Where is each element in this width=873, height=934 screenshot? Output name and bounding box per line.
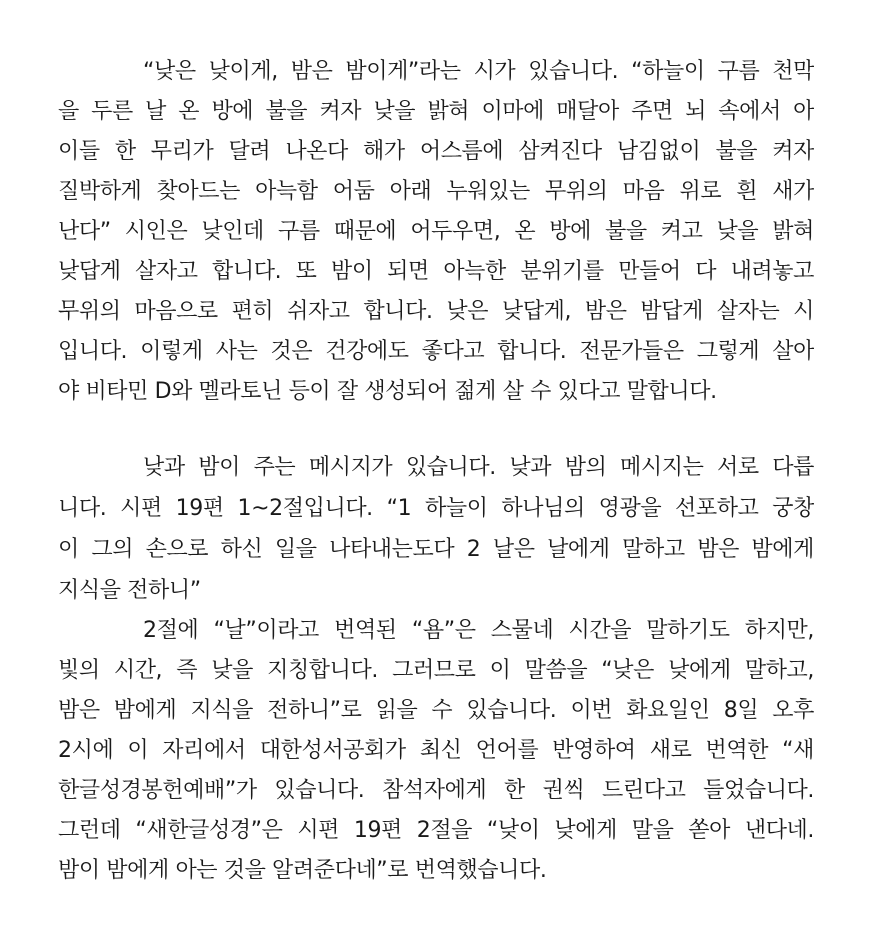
text-line: 한글성경봉헌예배”가 있습니다. 참석자에게 한 권씩 드린다고 들었습니다. [58, 778, 814, 803]
text-line: “낮은 낮이게, 밤은 밤이게”라는 시가 있습니다. “하늘이 구름 천막 [143, 59, 814, 84]
text-line: 낮답게 살자고 합니다. 또 밤이 되면 아늑한 분위기를 만들어 다 내려놓고 [58, 259, 814, 284]
text-line: 빛의 시간, 즉 낮을 지칭합니다. 그러므로 이 말씀을 “낮은 낮에게 말하고, [58, 658, 814, 683]
text-line: 입니다. 이렇게 사는 것은 건강에도 좋다고 합니다. 전문가들은 그렇게 살아 [58, 339, 814, 364]
text-line: 니다. 시편 19편 1~2절입니다. “1 하늘이 하나님의 영광을 선포하고 궁창 [58, 496, 814, 521]
text-line: 이들 한 무리가 달려 나온다 해가 어스름에 삼켜진다 남김없이 불을 켜자 [58, 139, 814, 164]
text-line: 그런데 “새한글성경”은 시편 19편 2절을 “낮이 낮에게 말을 쏟아 낸다네. [58, 818, 814, 843]
text-line: 낮과 밤이 주는 메시지가 있습니다. 낮과 밤의 메시지는 서로 다릅 [143, 455, 814, 480]
text-line: 2시에 이 자리에서 대한성서공회가 최신 언어를 반영하여 새로 번역한 “새 [58, 738, 814, 763]
text-line: 난다” 시인은 낮인데 구름 때문에 어두우면, 온 방에 불을 켜고 낮을 밝혀 [58, 219, 814, 244]
text-line: 밤은 밤에게 지식을 전하니”로 읽을 수 있습니다. 이번 화요일인 8일 오후 [58, 698, 814, 723]
text-line: 이 그의 손으로 하신 일을 나타내는도다 2 날은 날에게 말하고 밤은 밤에게 [58, 537, 814, 562]
text-line: 2절에 “날”이라고 번역된 “욤”은 스물네 시간을 말하기도 하지만, [143, 618, 814, 643]
text-line: 밤이 밤에게 아는 것을 알려준다네”로 번역했습니다. [58, 858, 547, 883]
text-line: 야 비타민 D와 멜라토닌 등이 잘 생성되어 젊게 살 수 있다고 말합니다. [58, 379, 717, 404]
text-line: 무위의 마음으로 편히 쉬자고 합니다. 낮은 낮답게, 밤은 밤답게 살자는 시 [58, 299, 814, 324]
text-line: 지식을 전하니” [58, 578, 201, 603]
text-line: 을 두른 날 온 방에 불을 켜자 낮을 밝혀 이마에 매달아 주면 뇌 속에서 아 [58, 99, 814, 124]
text-line: 질박하게 찾아드는 아늑함 어둠 아래 누워있는 무위의 마음 위로 흰 새가 [58, 179, 814, 204]
